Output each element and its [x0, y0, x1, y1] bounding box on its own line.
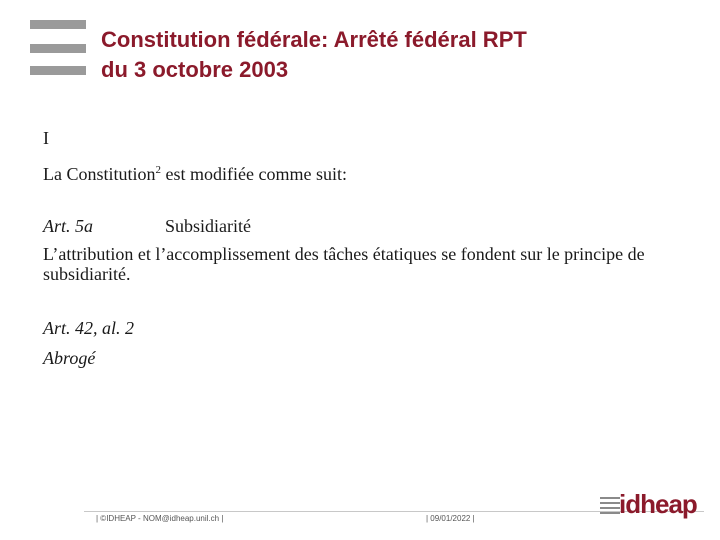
intro-prefix: La Constitution	[43, 164, 156, 184]
footnote-marker: 2	[155, 164, 161, 176]
section-roman-numeral: I	[43, 128, 49, 148]
footer-contact: | ©IDHEAP - NOM@idheap.unil.ch |	[96, 514, 224, 523]
intro-suffix: est modifiée comme suit:	[161, 164, 347, 184]
article-5a-heading	[43, 216, 251, 237]
intro-text	[43, 164, 347, 185]
title-line-2: du 3 octobre 2003	[101, 57, 289, 82]
title-line-1: Constitution fédérale: Arrêté fédéral RPT	[101, 27, 527, 52]
logo-lines-icon	[600, 497, 620, 517]
logo-text: idheap	[619, 489, 697, 519]
footer-date: | 09/01/2022 |	[426, 514, 475, 523]
article-5a-text: L’attribution et l’accomplissement des tâches étatiques se fondent sur le principe de subsidiarité.	[43, 244, 645, 284]
article-42-status: Abrogé	[43, 348, 96, 368]
article-5a-title: Subsidiarité	[165, 216, 251, 236]
slide-title	[101, 25, 691, 85]
bar-2	[30, 44, 86, 53]
article-5a-number: Art. 5a	[43, 216, 94, 236]
bar-1	[30, 20, 86, 29]
idheap-logo	[600, 489, 697, 522]
article-42-reference: Art. 42, al. 2	[43, 318, 135, 338]
bar-3	[30, 66, 86, 75]
